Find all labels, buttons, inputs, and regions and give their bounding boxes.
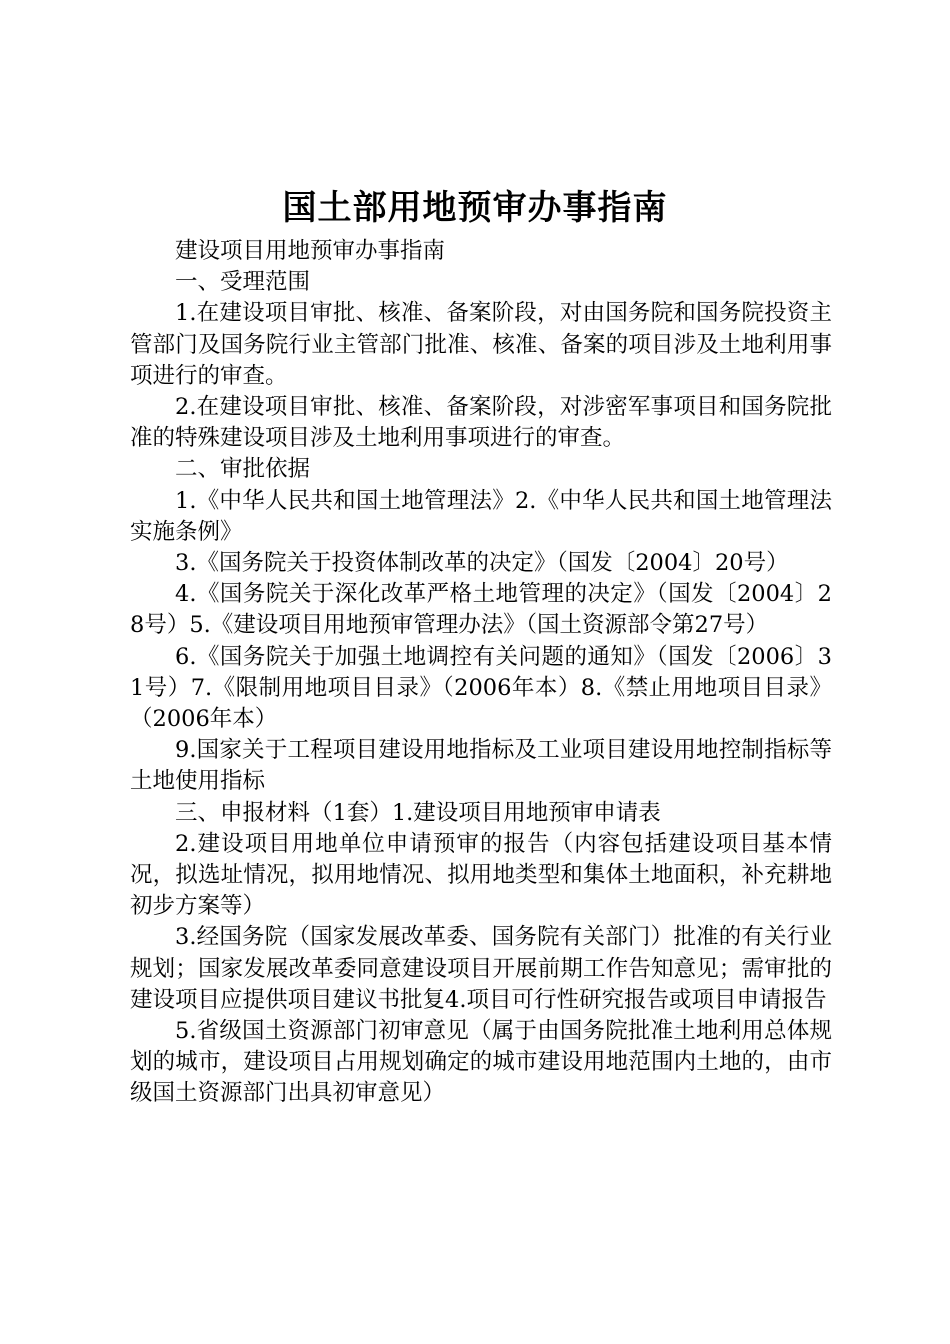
document-title: 国土部用地预审办事指南	[282, 188, 668, 228]
section-heading-basis: 二、审批依据	[175, 456, 311, 483]
basis-item-6-8: 6.《国务院关于加强土地调控有关问题的通知》（国发〔2006〕31号）7.《限制用地项目目录》（2006年本）8.《禁止用地项目目录》（2006年本）	[130, 643, 832, 733]
section-heading-scope: 一、受理范围	[175, 269, 311, 296]
scope-item-1: 1.在建设项目审批、核准、备案阶段，对由国务院和国务院投资主管部门及国务院行业主管部门批准、核准、备案的项目涉及土地利用事项进行的审查。	[130, 300, 832, 389]
basis-item-1-2: 1.《中华人民共和国土地管理法》2.《中华人民共和国土地管理法实施条例》	[130, 487, 832, 545]
document-body	[130, 236, 832, 1110]
basis-item-3: 3.《国务院关于投资体制改革的决定》（国发〔2004〕20号）	[175, 550, 789, 577]
materials-item-2: 2.建设项目用地单位申请预审的报告（内容包括建设项目基本情况，拟选址情况，拟用地情况、拟用地类型和集体土地面积，补充耕地初步方案等）	[130, 830, 832, 920]
section-heading-materials: 三、申报材料（1套）1.建设项目用地预审申请表	[175, 799, 661, 826]
scope-item-2: 2.在建设项目审批、核准、备案阶段，对涉密军事项目和国务院批准的特殊建设项目涉及土地利用事项进行的审查。	[130, 394, 832, 452]
materials-item-3-4: 3.经国务院（国家发展改革委、国务院有关部门）批准的有关行业规划；国家发展改革委同意建设项目开展前期工作告知意见；需审批的建设项目应提供项目建议书批复4.项目可行性研究报告或项目申请报告	[130, 924, 832, 1013]
materials-item-5: 5.省级国土资源部门初审意见（属于由国务院批准土地利用总体规划的城市，建设项目占用规划确定的城市建设用地范围内土地的，由市级国土资源部门出具初审意见）	[130, 1018, 832, 1107]
basis-item-9: 9.国家关于工程项目建设用地指标及工业项目建设用地控制指标等土地使用指标	[130, 737, 832, 795]
subtitle-paragraph: 建设项目用地预审办事指南	[175, 238, 446, 264]
basis-item-4-5: 4.《国务院关于深化改革严格土地管理的决定》（国发〔2004〕28号）5.《建设项目用地预审管理办法》（国土资源部令第27号）	[130, 581, 832, 639]
